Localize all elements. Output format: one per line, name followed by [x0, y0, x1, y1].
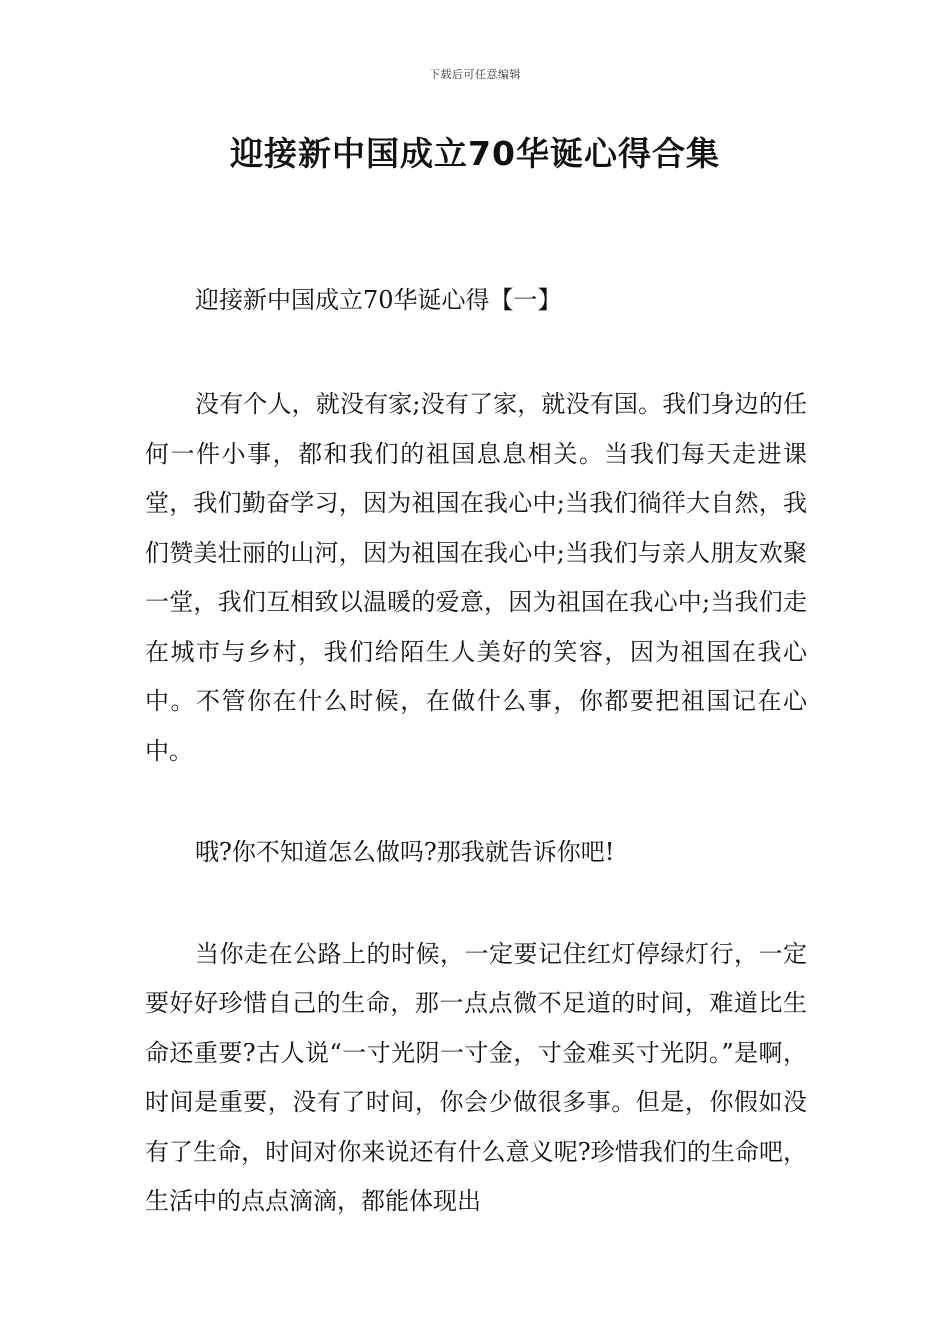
spacer: [145, 320, 807, 380]
section-heading: 迎接新中国成立70华诞心得【一】: [195, 286, 562, 314]
document-body: [145, 280, 807, 1227]
paragraph-2: 哦?你不知道怎么做吗?那我就告诉你吧!: [195, 838, 615, 866]
paragraph-1: 没有个人，就没有家;没有了家，就没有国。我们身边的任何一件小事，都和我们的祖国息息相关。当我们每天走进课堂，我们勤奋学习，因为祖国在我心中;当我们徜徉大自然，我们赞美壮丽的山河，因为祖国在我心中;当我们与亲人朋友欢聚一堂，我们互相致以温暖的爱意，因为祖国在我心中;当我们走在城市与乡村，我们给陌生人美好的笑容，因为祖国在我心中。不管你在什么时候，在做什么事，你都要把祖国记在心中。: [145, 390, 807, 765]
document-title: 迎接新中国成立70华诞心得合集: [230, 134, 720, 173]
spacer: [145, 776, 807, 828]
paragraph-3: 当你走在公路上的时候，一定要记住红灯停绿灯行，一定要好好珍惜自己的生命，那一点点微不足道的时间，难道比生命还重要?古人说“一寸光阴一寸金，寸金难买寸光阴。”是啊，时间是重要，没有了时间，你会少做很多事。但是，你假如没有了生命，时间对你来说还有什么意义呢?珍惜我们的生命吧，生活中的点点滴滴，都能体现出: [145, 939, 807, 1215]
header-note: 下载后可任意编辑: [429, 68, 521, 81]
spacer: [145, 878, 807, 930]
